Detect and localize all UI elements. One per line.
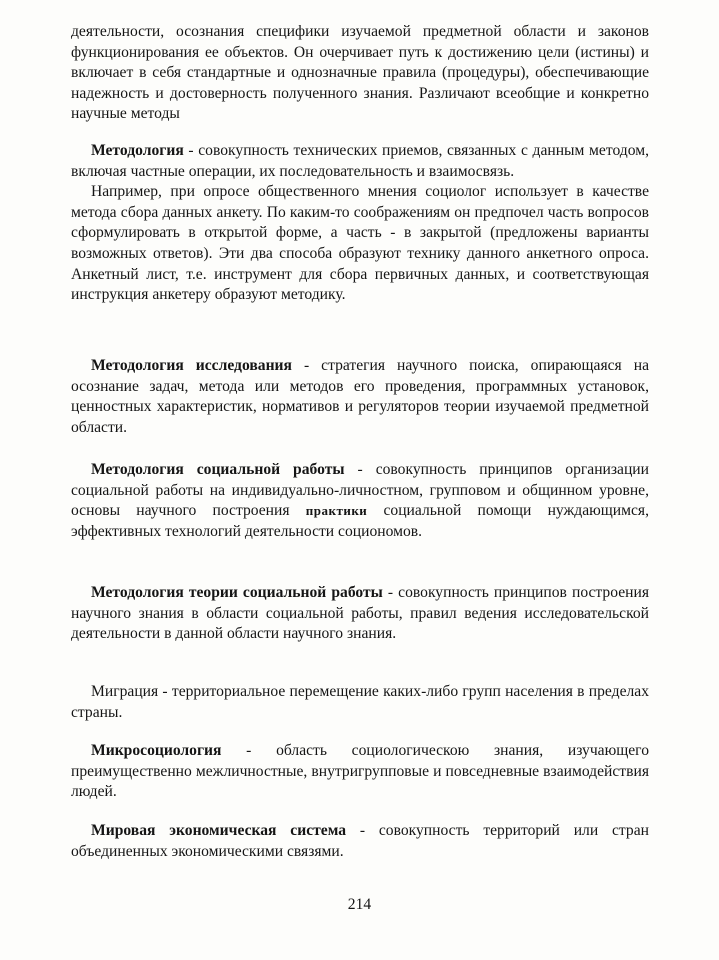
entry-term: Миграция <box>91 683 159 700</box>
entry-world-economic-system <box>71 821 649 862</box>
entry-term: Микросоциология <box>91 742 222 759</box>
entry-definition: область социологическою знания, изучающего преимущественно межличностные, внутригрупповые и повседневные взаимодействия людей. <box>71 742 649 801</box>
entry-social-work-theory-methodology-definition <box>71 583 649 645</box>
entry-social-work-theory-methodology <box>71 583 649 645</box>
entry-definition: совокупность территорий или стран объединенных экономическими связями. <box>71 822 649 860</box>
entry-social-work-methodology-definition <box>71 460 649 542</box>
entry-definition-part: социальной помощи нуждающимся, эффективных технологий деятельности социономов. <box>71 502 649 540</box>
entry-term: Методология <box>91 142 184 159</box>
entry-separator: - <box>158 683 172 700</box>
entry-separator: - <box>291 357 322 374</box>
entry-separator: - <box>346 822 379 839</box>
entry-definition: территориальное перемещение каких-либо групп населения в пределах страны. <box>71 683 650 721</box>
entry-microsociology-definition <box>71 741 649 803</box>
entry-definition: совокупность принципов построения научного знания в области социальной работы, правил ведения исследовательской деятельности в данной области научного знания. <box>71 584 649 643</box>
entry-research-methodology <box>71 356 649 438</box>
entry-definition: стратегия научного поиска, опирающаяся на осознание задач, метода или методов его проведения, программных установок, ценностных характеристик, нормативов и регуляторов теории изучаемой предметной области. <box>71 357 649 436</box>
entry-term: Методология теории социальной работы <box>91 584 383 601</box>
entry-separator: - <box>344 461 376 478</box>
entry-definition-emphasis: практики <box>305 503 368 519</box>
entry-social-work-methodology <box>71 460 649 542</box>
entry-term: Методология исследования <box>91 357 292 374</box>
entry-methodology-example: Например, при опросе общественного мнения социолог использует в качестве метода сбора данных анкету. По каким-то соображениям он предпочел часть вопросов сформулировать в открытой форме, а часть - в закрытой (предложены варианты возможных ответов). Эти два способа образуют технику данного анкетного опроса. Анкетный лист, т.е. инструмент для сбора первичных данных, и соответствующая инструкция анкетеру образуют методику. <box>71 183 649 304</box>
intro-text: деятельности, осознания специфики изучаемой предметной области и законов функционирования ее объектов. Он очерчивает путь к достижению цели (истины) и включает в себя стандартные и однозначные правила (процедуры), обеспечивающие надежность и достоверность полученного знания. Различают всеобщие и конкретно научные методы <box>71 23 649 123</box>
page-number: 214 <box>347 896 372 913</box>
entry-methodology-definition <box>71 141 649 182</box>
entry-definition: совокупность технических приемов, связанных с данным методом, включая частные операции, их последовательность и взаимосвязь. <box>71 142 649 180</box>
entry-definition-part: совокупность принципов организации социальной работы на индивидуально-личностном, групповом и общинном уровне, основы научного построения <box>71 461 649 520</box>
entry-methodology <box>71 141 649 306</box>
intro-paragraph <box>71 22 649 125</box>
entry-separator: - <box>382 584 399 601</box>
entry-term: Методология социальной работы <box>91 461 345 478</box>
entry-microsociology <box>71 741 649 803</box>
entry-migration <box>71 682 649 723</box>
entry-separator: - <box>183 142 199 159</box>
entry-research-methodology-definition <box>71 356 649 438</box>
entry-migration-definition <box>71 682 649 723</box>
entry-separator: - <box>221 742 277 759</box>
entry-world-economic-system-definition <box>71 821 649 862</box>
entry-term: Мировая экономическая система <box>91 822 347 839</box>
